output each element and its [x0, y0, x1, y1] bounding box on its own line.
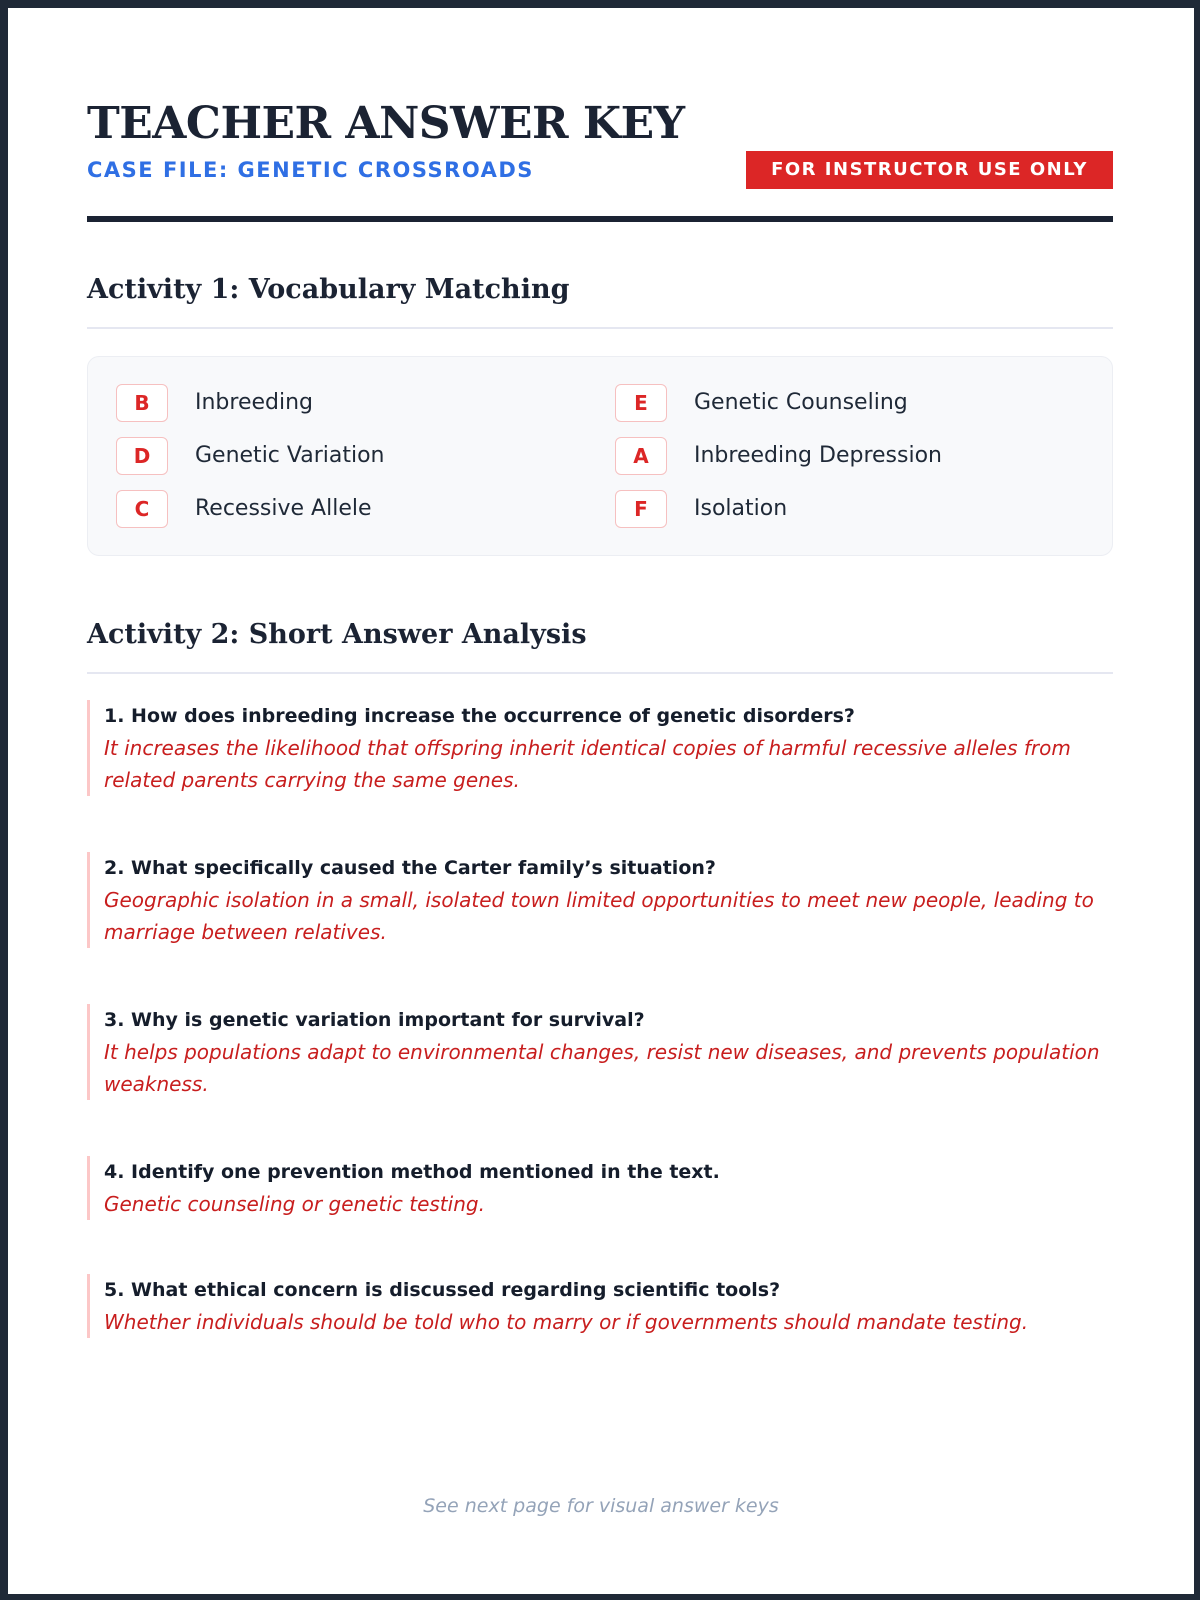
vocabulary-term: Inbreeding Depression [694, 443, 942, 468]
short-answer-item [87, 1004, 1114, 1100]
answer-letter: C [116, 490, 168, 528]
question-text: 3. Why is genetic variation important for survival? [104, 1009, 645, 1031]
activity-1-title: Activity 1: Vocabulary Matching [87, 274, 570, 305]
activity-2-title: Activity 2: Short Answer Analysis [87, 619, 587, 650]
answer-letter: F [615, 490, 667, 528]
question-text: 4. Identify one prevention method mentioned in the text. [104, 1161, 720, 1183]
document-title: TEACHER ANSWER KEY [87, 98, 685, 149]
header-divider [87, 216, 1113, 222]
answer-text: It helps populations adapt to environmental changes, resist new diseases, and prevents population weakness. [104, 1040, 1100, 1096]
question-text: 2. What specifically caused the Carter family’s situation? [104, 857, 716, 879]
short-answer-item [87, 1156, 1114, 1220]
instructor-only-badge: FOR INSTRUCTOR USE ONLY [746, 151, 1113, 189]
answer-letter: E [615, 384, 667, 422]
short-answer-item [87, 1274, 1114, 1338]
answer-letter: B [116, 384, 168, 422]
vocabulary-term: Isolation [694, 496, 788, 521]
question-text: 5. What ethical concern is discussed regarding scientific tools? [104, 1279, 781, 1301]
answer-letter: A [615, 437, 667, 475]
answer-text: Geographic isolation in a small, isolated town limited opportunities to meet new people, leading to marriage between relatives. [104, 888, 1094, 944]
answer-letter: D [116, 437, 168, 475]
answer-text: Whether individuals should be told who to marry or if governments should mandate testing. [104, 1310, 1029, 1334]
short-answer-item [87, 852, 1114, 948]
question-text: 1. How does inbreeding increase the occurrence of genetic disorders? [104, 705, 855, 727]
vocabulary-term: Inbreeding [195, 390, 314, 415]
answer-text: Genetic counseling or genetic testing. [104, 1192, 485, 1216]
document-header [87, 96, 1113, 224]
vocabulary-term: Genetic Variation [195, 443, 385, 468]
short-answer-item [87, 700, 1114, 796]
next-page-note: See next page for visual answer keys [423, 1495, 779, 1517]
case-file-subtitle: CASE FILE: GENETIC CROSSROADS [87, 158, 534, 182]
vocabulary-term: Genetic Counseling [694, 390, 908, 415]
answer-key-page [8, 8, 1194, 1594]
vocabulary-matching-box [87, 356, 1113, 556]
activity-2-divider [87, 672, 1113, 674]
vocabulary-term: Recessive Allele [195, 496, 372, 521]
activity-1-divider [87, 327, 1113, 329]
answer-text: It increases the likelihood that offspring inherit identical copies of harmful recessive alleles from related parents carrying the same genes. [104, 736, 1071, 792]
